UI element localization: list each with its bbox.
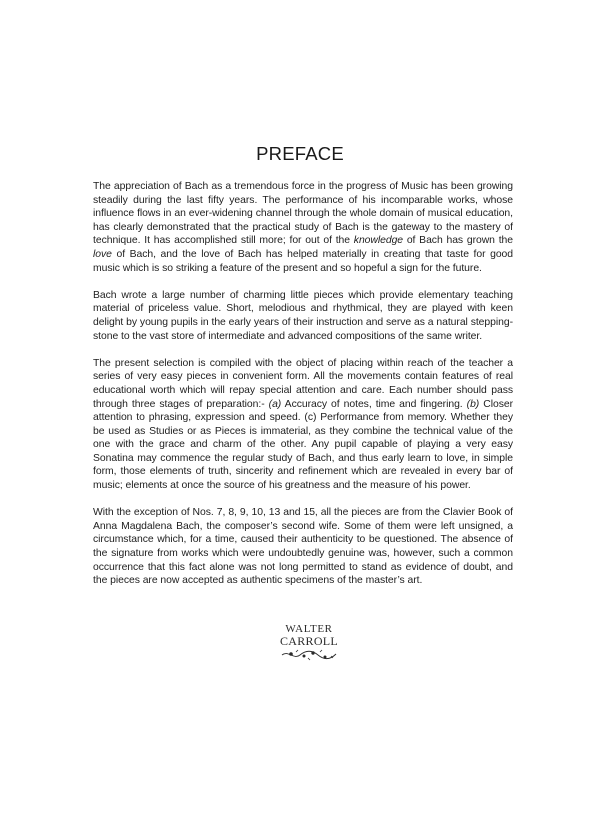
paragraph-3-segment: (a) bbox=[268, 398, 282, 410]
page-title: PREFACE bbox=[256, 143, 344, 164]
paragraph-3-segment: (b) bbox=[466, 398, 480, 410]
paragraph-4-segment: With the exception of Nos. 7, 8, 9, 10, 13 and 15, all the pieces are from the Clavier Book of Anna Magdalena Bach, the composer’s second wife. Some of them were left unsigned, a circumstance which, for a time, caused their authenticity to be questioned. The absence of the signature from works which were undoubtedly genuine was, however, such a common occurrence that this fact alone was not long permitted to stand as evidence of doubt, and the pieces are now accepted as authentic specimens of the master’s art. bbox=[93, 507, 513, 587]
paragraph-1-segment: of Bach, and the love of Bach has helped materially in creating that taste for good music which is so striking a feature of the present and so hopeful a sign for the future. bbox=[93, 248, 513, 274]
paragraph-3-segment: The present selection is compiled with the object of placing within reach of the teacher a series of very easy pieces in convenient form. All the movements contain features of real educational worth which will repay special attention and care. Each number should pass through three stages of preparation:- bbox=[93, 357, 513, 410]
signature-last-name: CARROLL bbox=[279, 634, 339, 648]
preface-body bbox=[93, 180, 513, 601]
paragraph-1 bbox=[93, 180, 513, 275]
paragraph-3-segment: Accuracy of notes, time and fingering. bbox=[281, 398, 467, 410]
paragraph-3 bbox=[93, 357, 513, 493]
paragraph-1-segment: The appreciation of Bach as a tremendous force in the progress of Music has been growing steadily during the last fifty years. The performance of his incomparable works, whose influence flows in an ever-widening channel through the whole domain of musical education, has clearly demonstrated that the practical study of Bach is the gateway to the mastery of technique. It has accomplished still more; for out of the bbox=[93, 181, 513, 247]
paragraph-3-segment: Closer attention to phrasing, expression and speed. (c) Performance from memory. Whether they be used as Studies or as Pieces is immaterial, as they combine the technical value of the one with the grace and charm of the other. Any pupil capable of playing a very easy Sonatina may commence the regular study of Bach, and thus early learn to love, in simple form, those elements of truth, sincerity and refinement which are revealed in every bar of music; elements at once the source of his greatness and the measure of his power. bbox=[93, 398, 513, 492]
paragraph-1-segment: love bbox=[93, 248, 112, 260]
paragraph-4 bbox=[93, 506, 513, 588]
paragraph-2-segment: Bach wrote a large number of charming little pieces which provide elementary teaching material of priceless value. Short, melodious and rhythmical, they are played with keen delight by young pupils in the early years of their instruction and serve as a natural stepping-stone to the vast store of intermediate and advanced compositions of the same writer. bbox=[93, 289, 513, 342]
paragraph-1-segment: of Bach has grown the bbox=[403, 235, 513, 247]
floral-flourish-icon bbox=[280, 648, 338, 662]
author-signature-logo bbox=[274, 623, 344, 662]
paragraph-2 bbox=[93, 289, 513, 343]
paragraph-1-segment: knowledge bbox=[353, 235, 404, 247]
signature-first-name: WALTER bbox=[285, 623, 333, 635]
